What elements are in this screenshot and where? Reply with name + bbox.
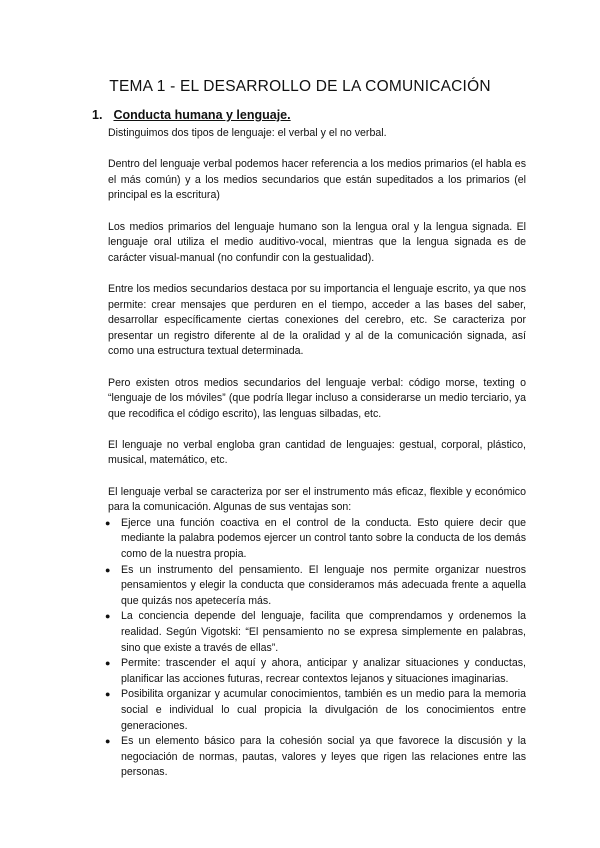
list-item (105, 516, 526, 563)
section-label: Conducta humana y lenguaje. (113, 108, 291, 122)
page-title: TEMA 1 - EL DESARROLLO DE LA COMUNICACIÓN (109, 78, 491, 95)
list-item-text: Es un elemento básico para la cohesión social ya que favorece la discusión y la negociación de normas, pautas, valores y leyes que rigen las relaciones entre las personas. (121, 735, 526, 779)
list-item-text: Permite: trascender el aquí y ahora, anticipar y analizar situaciones y conductas, planificar las acciones futuras, recrear contextos lejanos y situaciones imaginarias. (121, 657, 526, 685)
list-item-text: Posibilita organizar y acumular conocimientos, también es un medio para la memoria social e individual lo cual propicia la divulgación de los conocimientos entre generaciones. (121, 688, 526, 732)
list-item-text: Ejerce una función coactiva en el control de la conducta. Esto quiere decir que mediante la palabra podemos ejercer un control tanto sobre la conducta de los demás como de la nuestra propia. (121, 516, 526, 561)
list-item (105, 687, 526, 734)
list-item (105, 563, 526, 610)
bullet-icon: ● (105, 517, 111, 528)
bullet-icon: ● (105, 564, 111, 575)
list-item (105, 734, 526, 781)
paragraph: El lenguaje no verbal engloba gran cantidad de lenguajes: gestual, corporal, plástico, musical, matemático, etc. (108, 438, 526, 467)
bullet-icon: ● (105, 689, 111, 700)
paragraph: Entre los medios secundarios destaca por su importancia el lenguaje escrito, ya que nos permite: crear mensajes que perduren en el tiempo, acceder a las bases del saber, desarrollar específicamente ciertas conexiones del cerebro, etc. Se caracteriza por presentar un registro diferente al de la oralidad y al de la comunicación signada, así como una estructura textual determinada. (108, 282, 526, 358)
section-number: 1. (92, 108, 103, 122)
paragraph: Distinguimos dos tipos de lenguaje: el verbal y el no verbal. (108, 127, 387, 139)
section-heading (92, 108, 291, 122)
list-item (105, 656, 526, 687)
bullet-icon: ● (105, 611, 111, 622)
body-text (105, 126, 526, 781)
bullet-icon: ● (105, 736, 111, 747)
paragraph: Los medios primarios del lenguaje humano son la lengua oral y la lengua signada. El lenguaje oral utiliza el medio auditivo-vocal, mientras que la lengua signada es de carácter visual-manual (no confundir con la gestualidad). (108, 220, 526, 264)
list-item-text: La conciencia depende del lenguaje, facilita que comprendamos y ordenemos la realidad. Según Vigotski: “El pensamiento no se expresa simplemente en palabras, sino que existe a través de ellas”. (121, 610, 526, 654)
paragraph: Dentro del lenguaje verbal podemos hacer referencia a los medios primarios (el habla es el más común) y a los medios secundarios que están supeditados a los primarios (el principal es la escritura) (108, 158, 526, 202)
list-item (105, 609, 526, 656)
list-item-text: Es un instrumento del pensamiento. El lenguaje nos permite organizar nuestros pensamientos y elegir la conducta que consideramos más adecuada frente a aquella que quizás nos apetecería más. (121, 563, 526, 607)
bullet-icon: ● (105, 658, 111, 669)
paragraph: El lenguaje verbal se caracteriza por ser el instrumento más eficaz, flexible y económico para la comunicación. Algunas de sus ventajas son: (108, 485, 526, 514)
advantages-list (105, 516, 526, 781)
paragraph: Pero existen otros medios secundarios del lenguaje verbal: código morse, texting o “lenguaje de los móviles” (que podría llegar incluso a considerarse un medio terciario, ya que recodifica el código escrito), las lenguas silbadas, etc. (108, 376, 526, 420)
